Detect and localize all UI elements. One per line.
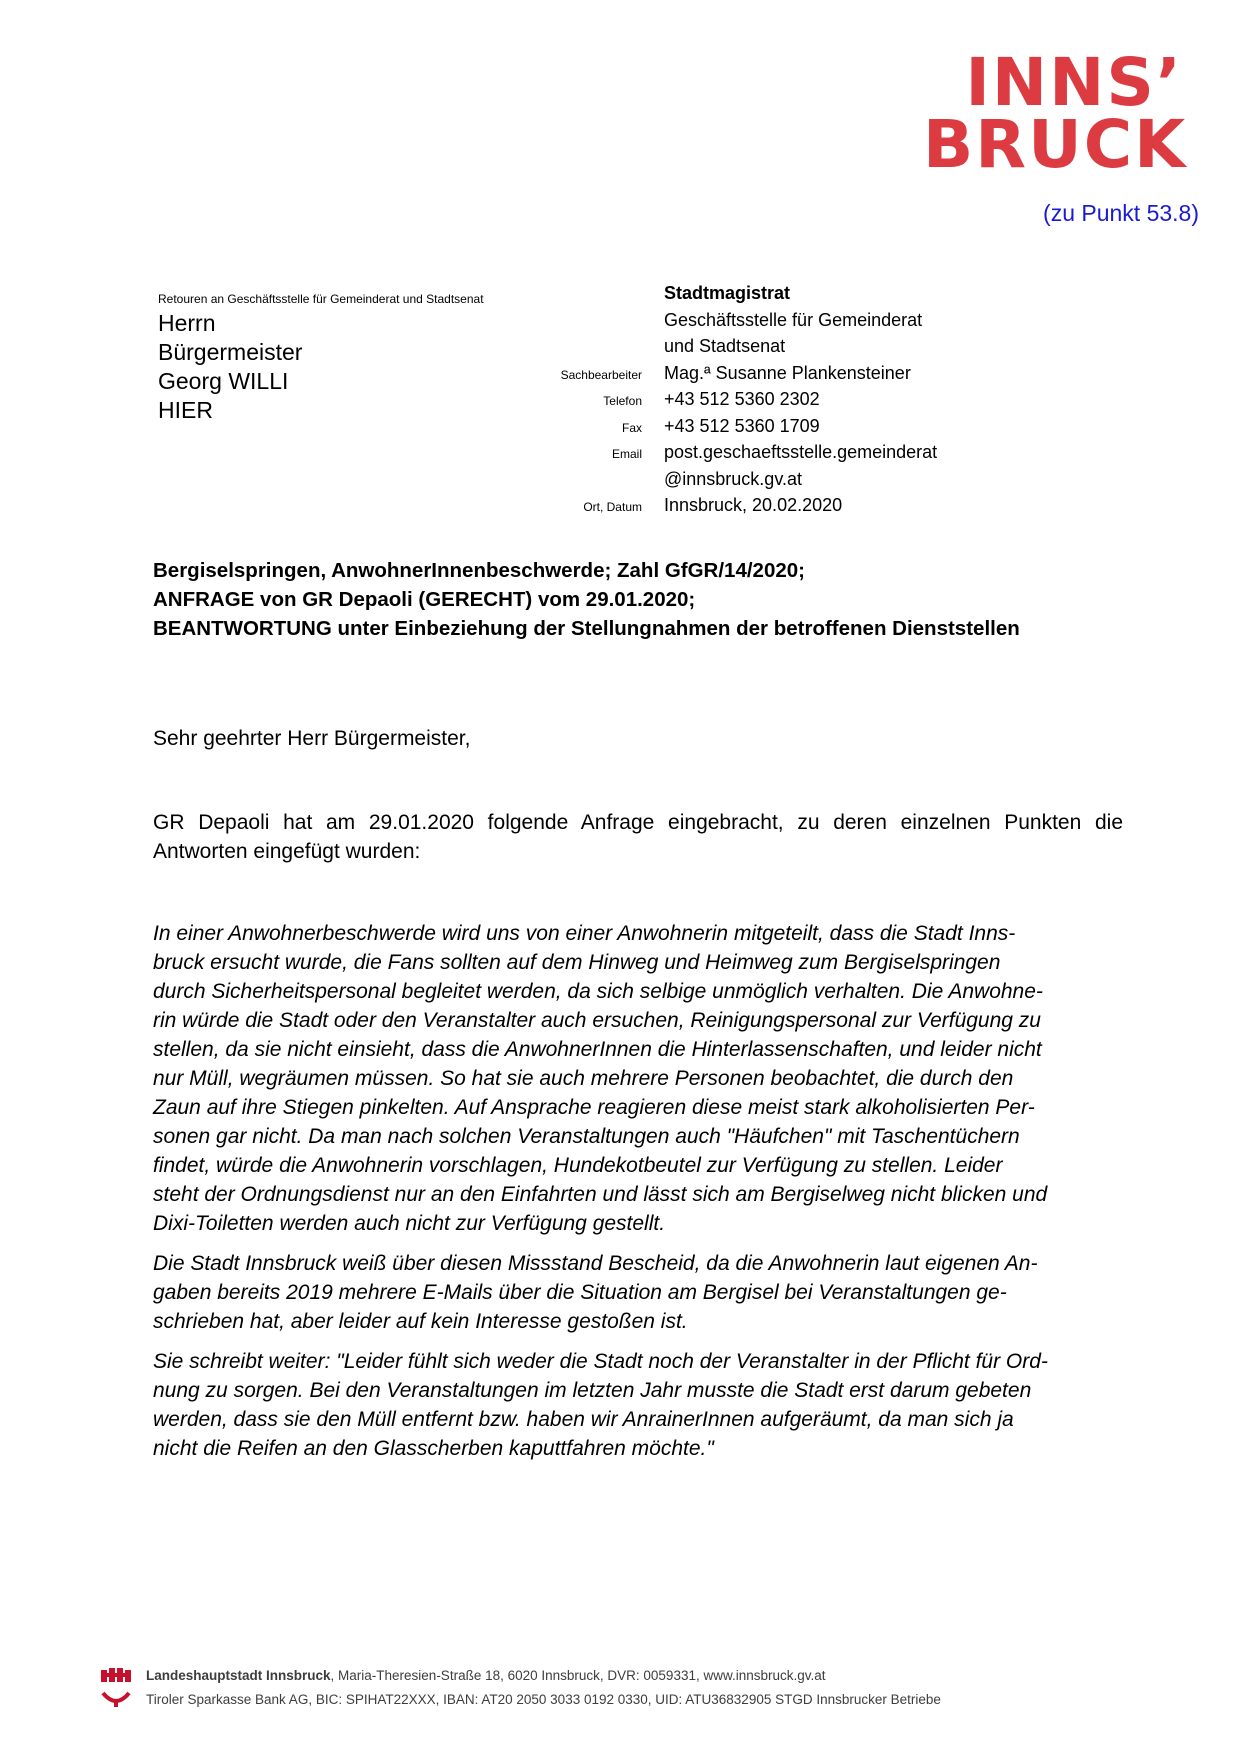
phone-number: +43 512 5360 2302 — [664, 389, 820, 409]
bridge-emblem-icon — [100, 1689, 132, 1709]
quote-line: Zaun auf ihre Stiegen pinkelten. Auf Ansprache reagieren diese meist stark alkoholisierten Per- — [153, 1096, 1035, 1119]
clerk-label: Sachbearbeiter — [560, 367, 642, 382]
quote-line: In einer Anwohnerbeschwerde wird uns von einer Anwohnerin mitgeteilt, dass die Stadt Inns- — [153, 922, 1016, 945]
agenda-reference: (zu Punkt 53.8) — [1043, 200, 1199, 226]
quote-line: Die Stadt Innsbruck weiß über diesen Missstand Bescheid, da die Anwohnerin laut eigenen An- — [153, 1252, 1038, 1275]
date-label: Ort, Datum — [583, 500, 642, 514]
recipient-line: HIER — [158, 397, 213, 423]
quote-line: rin würde die Stadt oder den Veranstalter auch ersuchen, Reinigungspersonal zur Verfügung zu — [153, 1009, 1041, 1032]
recipient-line: Georg WILLI — [158, 368, 289, 394]
subject-line: Bergiselspringen, AnwohnerInnenbeschwerde; Zahl GfGR/14/2020; — [153, 559, 805, 582]
quote-paragraph-3 — [153, 1347, 1133, 1463]
quote-line: steht der Ordnungsdienst nur an den Einfahrten und lässt sich am Bergiselweg nicht blicken und — [153, 1183, 1048, 1206]
recipient-address — [158, 309, 302, 425]
recipient-line: Herrn — [158, 310, 216, 336]
quote-paragraph-1 — [153, 919, 1133, 1238]
innsbruck-logo — [923, 44, 1188, 184]
email-address-2[interactable]: @innsbruck.gv.at — [664, 468, 802, 489]
email-label: Email — [611, 447, 642, 461]
fax-number: +43 512 5360 1709 — [664, 415, 820, 436]
clerk-name: Mag.ª Susanne Plankensteiner — [664, 362, 911, 383]
sender-department-2: und Stadtsenat — [664, 336, 786, 356]
quote-line: findet, würde die Anwohnerin vorschlagen, Hundekotbeutel zur Verfügung zu stellen. Leider — [153, 1154, 1003, 1177]
footer-bank-info: Tiroler Sparkasse Bank AG, BIC: SPIHAT22XXX, IBAN: AT20 2050 3033 0192 0330, UID: ATU36832905 STGD Innsbrucker Betriebe — [146, 1691, 941, 1707]
quote-paragraph-2 — [153, 1249, 1133, 1336]
inquiry-quote — [153, 919, 1133, 1474]
subject-line: ANFRAGE von GR Depaoli (GERECHT) vom 29.01.2020; — [153, 588, 696, 611]
quote-line: bruck ersucht wurde, die Fans sollten auf dem Hinweg und Heimweg zum Bergiselspringen — [153, 951, 1001, 974]
footer-city-name: Landeshauptstadt Innsbruck — [146, 1667, 331, 1683]
phone-label: Telefon — [603, 394, 642, 408]
email-address-1[interactable]: post.geschaeftsstelle.gemeinderat — [664, 442, 938, 462]
logo-line-2: BRUCK — [923, 106, 1188, 184]
salutation: Sehr geehrter Herr Bürgermeister, — [153, 727, 471, 750]
quote-line: nicht die Reifen an den Glasscherben kaputtfahren möchte." — [153, 1437, 714, 1460]
subject-heading — [153, 556, 1020, 643]
quote-line: gaben bereits 2019 mehrere E-Mails über die Situation am Bergisel bei Veranstaltungen ge- — [153, 1281, 1007, 1304]
sender-office: Stadtmagistrat — [664, 283, 791, 303]
sender-info-block — [500, 283, 1020, 522]
intro-paragraph: GR Depaoli hat am 29.01.2020 folgende Anfrage eingebracht, zu deren einzelnen Punkten die Antworten eingefügt wurden: — [153, 811, 1123, 863]
fax-label: Fax — [621, 420, 642, 435]
subject-line: BEANTWORTUNG unter Einbeziehung der Stellungnahmen der betroffenen Dienststellen — [153, 617, 1020, 640]
quote-line: stellen, da sie nicht einsieht, dass die AnwohnerInnen die Hinterlassenschaften, und leider nicht — [153, 1038, 1042, 1061]
quote-line: Dixi-Toiletten werden auch nicht zur Verfügung gestellt. — [153, 1212, 666, 1235]
sender-department-1: Geschäftsstelle für Gemeinderat — [664, 309, 923, 330]
quote-line: werden, dass sie den Müll entfernt bzw. haben wir AnrainerInnen aufgeräumt, da man sich ja — [153, 1408, 1014, 1431]
return-address-note: Retouren an Geschäftsstelle für Gemeinderat und Stadtsenat — [158, 292, 484, 306]
quote-line: schrieben hat, aber leider auf kein Interesse gestoßen ist. — [153, 1310, 688, 1333]
quote-line: durch Sicherheitspersonal begleitet werden, da sich selbige unmöglich verhalten. Die Anwohne- — [153, 980, 1043, 1003]
quote-line: nur Müll, wegräumen müssen. So hat sie auch mehrere Personen beobachtet, die durch den — [153, 1067, 1014, 1090]
letter-footer — [100, 1663, 941, 1711]
footer-address: , Maria-Theresien-Straße 18, 6020 Innsbruck, DVR: 0059331, www.innsbruck.gv.at — [330, 1667, 826, 1683]
place-date: Innsbruck, 20.02.2020 — [664, 495, 843, 515]
quote-line: sonen gar nicht. Da man nach solchen Veranstaltungen auch "Häufchen" mit Taschentüchern — [153, 1125, 1020, 1148]
quote-line: Sie schreibt weiter: "Leider fühlt sich weder die Stadt noch der Veranstalter in der Pflicht für Ord- — [153, 1350, 1048, 1373]
quote-line: nung zu sorgen. Bei den Veranstaltungen im letzten Jahr musste die Stadt erst darum gebeten — [153, 1379, 1032, 1402]
recipient-line: Bürgermeister — [158, 339, 303, 365]
city-emblem-icon — [100, 1665, 132, 1685]
logo-line-1: INNS’ — [965, 44, 1183, 121]
